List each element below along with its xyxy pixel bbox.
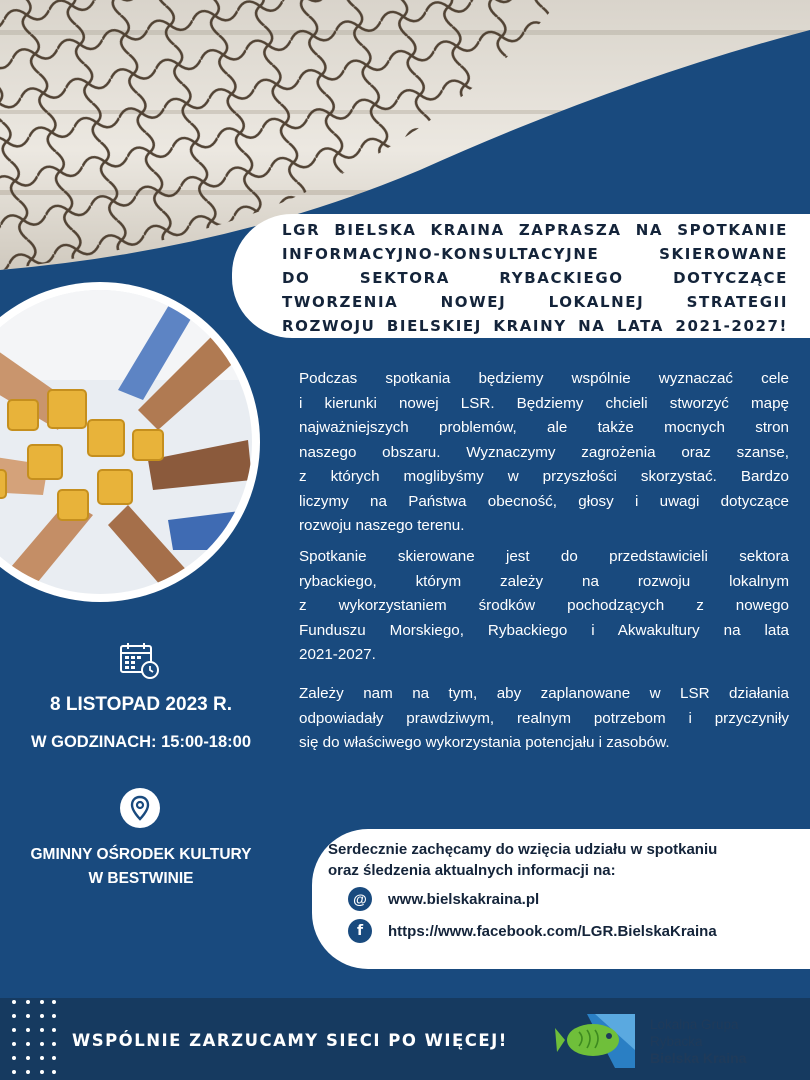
text-line: i kierunki nowej LSR. Będziemy chcieli stworzyć mapę: [299, 394, 789, 412]
decorative-dots-icon: [8, 998, 58, 1080]
fish-logo-icon: [555, 1010, 647, 1072]
title-line: INFORMACYJNO-KONSULTACYJNE SKIEROWANE: [282, 245, 788, 263]
text-line: naszego obszaru. Wyznaczymy zagrożenia oraz szanse,: [299, 443, 789, 461]
text-line: Zależy nam na tym, aby zaplanowane w LSR działania: [299, 685, 789, 702]
calendar-icon: [119, 642, 161, 680]
text-line: rybackiego, którym zależy na rozwoju lokalnym: [299, 572, 789, 590]
text-line: z których moglibyśmy w przyszłości skorzystać. Bardzo: [299, 468, 789, 485]
title-line: LGR BIELSKA KRAINA ZAPRASZA NA SPOTKANIE: [282, 221, 788, 239]
title-line: TWORZENIA NOWEJ LOKALNEJ STRATEGII: [282, 293, 788, 311]
text-line: z wykorzystaniem środków pochodzących z nowego: [299, 597, 789, 614]
footer-slogan: WSPÓLNIE ZARZUCAMY SIECI PO WIĘCEJ!: [72, 1031, 508, 1050]
event-venue: [0, 843, 282, 891]
text-line: Podczas spotkania będziemy wspólnie wyznaczać cele: [299, 370, 789, 387]
facebook-icon: f: [348, 919, 372, 943]
facebook-link-row[interactable]: [348, 919, 717, 943]
text-line: rozwoju naszego terenu.: [299, 517, 465, 534]
event-date: 8 LISTOPAD 2023 R.: [50, 694, 232, 715]
logo-line: Rybacka: [650, 1034, 703, 1049]
invite-line: oraz śledzenia aktualnych informacji na:: [328, 862, 616, 879]
logo-line: Lokalna Grupa: [650, 1017, 739, 1032]
event-hours: W GODZINACH: 15:00-18:00: [30, 733, 252, 751]
text-line: Funduszu Morskiego, Rybackiego i Akwakultury na lata: [299, 621, 789, 639]
text-line: odpowiadały prawdziwym, realnym potrzebom i przyczyniły: [299, 709, 789, 727]
paragraph-goal: [299, 682, 789, 756]
text-line: liczymy na Państwa obecność, głosy i uwagi dotyczące: [299, 492, 789, 510]
location-pin-icon: [120, 788, 160, 828]
event-title: [282, 218, 788, 338]
facebook-link[interactable]: https://www.facebook.com/LGR.BielskaKraina: [388, 922, 717, 940]
title-line: ROZWOJU BIELSKIEJ KRAINY NA LATA 2021-2027!: [282, 317, 788, 335]
invitation-text: [328, 839, 798, 881]
text-line: 2021-2027.: [299, 646, 376, 663]
website-link-row[interactable]: [348, 887, 539, 911]
at-sign-icon: @: [348, 887, 372, 911]
paragraph-audience: [299, 545, 789, 668]
title-line: DO SEKTORA RYBACKIEGO DOTYCZĄCE: [282, 269, 788, 287]
logo-text: [650, 1016, 747, 1067]
text-line: Spotkanie skierowane jest do przedstawicieli sektora: [299, 548, 789, 565]
venue-line: W BESTWINIE: [88, 870, 194, 887]
text-line: najważniejszych problemów, ale także mocnych stron: [299, 419, 789, 436]
paragraph-intro: [299, 367, 789, 539]
text-line: się do właściwego wykorzystania potencjału i zasobów.: [299, 734, 670, 751]
website-link[interactable]: www.bielskakraina.pl: [388, 890, 540, 908]
invite-line: Serdecznie zachęcamy do wzięcia udziału w spotkaniu: [328, 841, 718, 858]
logo-line-bold: Bielska Kraina: [650, 1050, 747, 1066]
venue-line: GMINNY OŚRODEK KULTURY: [30, 846, 252, 863]
